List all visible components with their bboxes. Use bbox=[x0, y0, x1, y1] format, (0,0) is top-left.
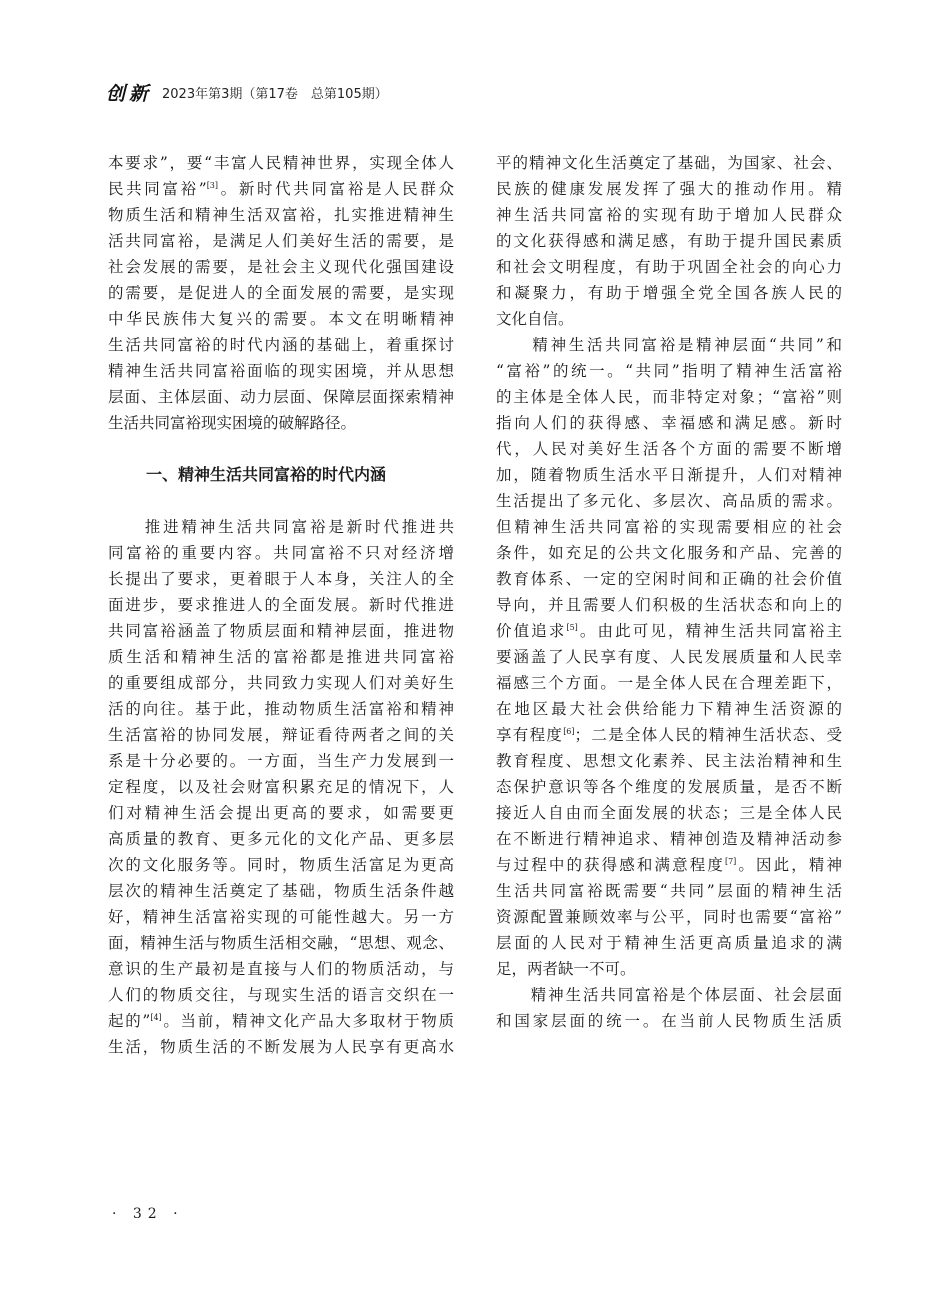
issue-info: 2023年第3期（第17卷 总第105期） bbox=[162, 86, 388, 102]
text-line: 高质量的教育、更多元化的文化产品、更多层 bbox=[108, 830, 454, 848]
text-line: 面进步，要求推进人的全面发展。新时代推进 bbox=[108, 596, 454, 614]
text-line: 生活富裕的协同发展，辩证看待两者之间的关 bbox=[108, 726, 454, 744]
text-line: 和国家层面的统一。在当前人民物质生活质 bbox=[496, 1012, 842, 1030]
text-line: 文化自信。 bbox=[496, 310, 574, 328]
citation-ref: [3] bbox=[206, 180, 219, 190]
text-line: 次的文化服务等。同时，物质生活富足为更高 bbox=[108, 856, 454, 874]
text-line: 指向人们的获得感、幸福感和满足感。新时 bbox=[496, 414, 842, 432]
text-line: 物质生活和精神生活双富裕，扎实推进精神生 bbox=[108, 206, 454, 224]
text-line: 福感三个方面。一是全体人民在合理差距下， bbox=[496, 674, 842, 692]
citation-ref: [7] bbox=[724, 856, 737, 866]
journal-logo: 创新 bbox=[106, 82, 153, 105]
text-line: 神生活共同富裕的实现有助于增加人民群众 bbox=[496, 206, 842, 224]
text-line: 精神生活共同富裕面临的现实困境，并从思想 bbox=[108, 362, 454, 380]
text-line: 条件，如充足的公共文化服务和产品、完善的 bbox=[496, 544, 842, 562]
text-line: 生活提出了多元化、多层次、高品质的需求。 bbox=[496, 492, 842, 510]
text-line: 人们的物质交往，与现实生活的语言交织在一 bbox=[108, 986, 454, 1004]
text-line: 要涵盖了人民享有度、人民发展质量和人民幸 bbox=[496, 648, 842, 666]
text-line: 的重要组成部分，共同致力实现人们对美好生 bbox=[108, 674, 454, 692]
text-line: 活共同富裕，是满足人们美好生活的需要，是 bbox=[108, 232, 454, 250]
text-line: 教育程度、思想文化素养、民主法治精神和生 bbox=[496, 752, 842, 770]
text-line: 生活共同富裕既需要“共同”层面的精神生活 bbox=[496, 882, 842, 900]
text-line: 导向，并且需要人们积极的生活状态和向上的 bbox=[496, 596, 842, 614]
text-line: 长提出了要求，更着眼于人本身，关注人的全 bbox=[108, 570, 454, 588]
section-heading: 一、精神生活共同富裕的时代内涵 bbox=[146, 465, 387, 484]
text-line: 和社会文明程度，有助于巩固全社会的向心力 bbox=[496, 258, 842, 276]
text-line: 在不断进行精神追求、精神创造及精神活动参 bbox=[496, 830, 842, 848]
text-line: 中华民族伟大复兴的需要。本文在明晰精神 bbox=[108, 310, 454, 328]
text-line: 和凝聚力，有助于增强全党全国各族人民的 bbox=[496, 284, 842, 302]
text-line: 起的”[4]。当前，精神文化产品大多取材于物质 bbox=[108, 1012, 454, 1030]
text-line: 层面的人民对于精神生活更高质量追求的满 bbox=[496, 934, 842, 952]
citation-ref: [6] bbox=[563, 726, 575, 736]
citation-ref: [4] bbox=[150, 1012, 162, 1022]
text-line: 生活共同富裕现实困境的破解路径。 bbox=[108, 414, 357, 432]
right-column bbox=[496, 150, 842, 1034]
page-number: · 32 · bbox=[112, 1206, 184, 1222]
text-line: 在地区最大社会供给能力下精神生活资源的 bbox=[496, 700, 842, 718]
text-line: 同富裕的重要内容。共同富裕不只对经济增 bbox=[108, 544, 454, 562]
text-line: 生活共同富裕的时代内涵的基础上，着重探讨 bbox=[108, 336, 454, 354]
text-line: 教育体系、一定的空闲时间和正确的社会价值 bbox=[496, 570, 842, 588]
text-line: 们对精神生活会提出更高的要求，如需要更 bbox=[108, 804, 454, 822]
text-line: 社会发展的需要，是社会主义现代化强国建设 bbox=[108, 258, 454, 276]
text-line: 精神生活共同富裕是精神层面“共同”和 bbox=[496, 336, 842, 354]
text-line: 系是十分必要的。一方面，当生产力发展到一 bbox=[108, 752, 454, 770]
text-line: 资源配置兼顾效率与公平，同时也需要“富裕” bbox=[496, 908, 842, 926]
text-line: 平的精神文化生活奠定了基础，为国家、社会、 bbox=[496, 154, 842, 172]
text-line: “富裕”的统一。“共同”指明了精神生活富裕 bbox=[496, 362, 842, 380]
citation-ref: [5] bbox=[566, 622, 578, 632]
text-line: 民族的健康发展发挥了强大的推动作用。精 bbox=[496, 180, 842, 198]
text-line: 的文化获得感和满足感，有助于提升国民素质 bbox=[496, 232, 842, 250]
text-line: 共同富裕涵盖了物质层面和精神层面，推进物 bbox=[108, 622, 454, 640]
text-line: 推进精神生活共同富裕是新时代推进共 bbox=[108, 518, 454, 536]
text-line: 民共同富裕”[3]。新时代共同富裕是人民群众 bbox=[108, 180, 454, 198]
text-line: 接近人自由而全面发展的状态；三是全体人民 bbox=[496, 804, 842, 822]
text-line: 的需要，是促进人的全面发展的需要，是实现 bbox=[108, 284, 454, 302]
text-line: 本要求”，要“丰富人民精神世界，实现全体人 bbox=[108, 154, 454, 172]
text-line: 活的向往。基于此，推动物质生活富裕和精神 bbox=[108, 700, 454, 718]
blank-line bbox=[108, 488, 454, 514]
left-column bbox=[108, 150, 454, 1060]
text-line: 层面、主体层面、动力层面、保障层面探索精神 bbox=[108, 388, 454, 406]
text-line: 定程度，以及社会财富积累充足的情况下，人 bbox=[108, 778, 454, 796]
text-line: 精神生活共同富裕是个体层面、社会层面 bbox=[496, 986, 842, 1004]
text-line: 代，人民对美好生活各个方面的需要不断增 bbox=[496, 440, 842, 458]
text-line: 生活，物质生活的不断发展为人民享有更高水 bbox=[108, 1038, 454, 1056]
text-line: 价值追求[5]。由此可见，精神生活共同富裕主 bbox=[496, 622, 842, 640]
page-header bbox=[106, 80, 388, 104]
text-line: 态保护意识等各个维度的发展质量，是否不断 bbox=[496, 778, 842, 796]
text-line: 与过程中的获得感和满意程度[7]。因此，精神 bbox=[496, 856, 842, 874]
text-line: 的主体是全体人民，而非特定对象；“富裕”则 bbox=[496, 388, 842, 406]
text-line: 质生活和精神生活的富裕都是推进共同富裕 bbox=[108, 648, 454, 666]
text-line: 但精神生活共同富裕的实现需要相应的社会 bbox=[496, 518, 842, 536]
text-line: 享有程度[6]；二是全体人民的精神生活状态、受 bbox=[496, 726, 842, 744]
text-line: 加，随着物质生活水平日渐提升，人们对精神 bbox=[496, 466, 842, 484]
blank-line bbox=[108, 436, 454, 462]
text-line: 面，精神生活与物质生活相交融，“思想、观念、 bbox=[108, 934, 454, 952]
text-line: 足，两者缺一不可。 bbox=[496, 960, 636, 978]
text-line: 好，精神生活富裕实现的可能性越大。另一方 bbox=[108, 908, 454, 926]
text-line: 意识的生产最初是直接与人们的物质活动，与 bbox=[108, 960, 454, 978]
text-line: 层次的精神生活奠定了基础，物质生活条件越 bbox=[108, 882, 454, 900]
